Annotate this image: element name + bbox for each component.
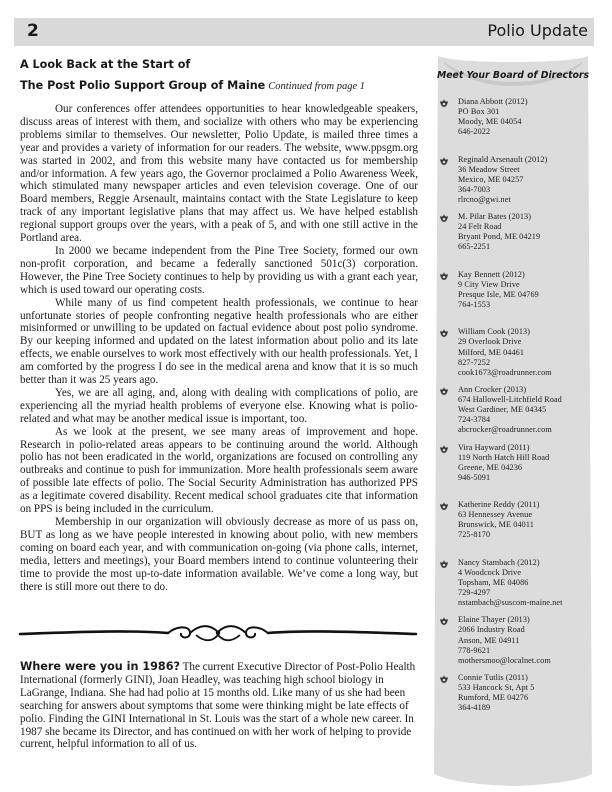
article-paragraph: Membership in our organization will obviously decrease as more of us pass on, BUT as long as we have people interested in knowing about polio, with new members coming on board each year, and with communication on-going (via phone calls, internet, media, letters and meetings), your Board members intend to continue volunteering their time to provide the most up-to-date information available. We’ve come a long way, but there is still more out there to do. [20, 516, 418, 593]
member-detail: 827-7252 [458, 357, 491, 367]
main-article [20, 54, 418, 593]
members-list [438, 97, 592, 731]
member-detail: cook1673@roadrunner.com [458, 367, 552, 377]
bullet-leaf-icon [439, 98, 449, 108]
member-detail: Rumford, ME 04276 [458, 693, 529, 703]
article-title-line2 [20, 75, 418, 97]
member-detail: 119 North Hatch Hill Road [458, 452, 550, 462]
member-detail: Greene, ME 04236 [458, 462, 523, 472]
page-number: 2 [27, 21, 39, 41]
board-member-entry [438, 327, 592, 385]
bullet-leaf-icon [439, 501, 449, 511]
member-detail: 764-1553 [458, 300, 491, 310]
member-name: Katherine Reddy (2011) [458, 500, 540, 510]
member-detail: abcrocker@roadrunner.com [458, 425, 552, 435]
bullet-leaf-icon [439, 444, 449, 454]
article-paragraph: In 2000 we became independent from the Pine Tree Society, formed our own non-profit corporation, and became a federally sanctioned 501c(3) corporation. However, the Pine Tree Society continues to help by providing us with a grant each year, which is used toward our operating costs. [20, 244, 418, 296]
member-detail: Milford, ME 04461 [458, 347, 525, 357]
member-detail: 364-7003 [458, 184, 491, 194]
board-member-entry [438, 270, 592, 328]
board-member-entry [438, 558, 592, 616]
member-detail: 36 Meadow Street [458, 164, 520, 174]
page-header [14, 18, 594, 46]
member-detail: 2066 Industry Road [458, 625, 525, 635]
member-name: Diana Abbott (2012) [458, 97, 528, 106]
member-detail: 729-4297 [458, 588, 491, 598]
bullet-leaf-icon [439, 328, 449, 338]
member-name: Reginald Arsenault (2012) [458, 154, 548, 164]
member-detail: 674 Hallowell-Litchfield Road [458, 395, 562, 405]
continued-note: Continued from page 1 [268, 81, 365, 92]
member-detail: nstambach@suscom-maine.net [458, 598, 563, 608]
member-detail: 29 Overlook Drive [458, 337, 522, 347]
member-detail: 725-8170 [458, 530, 491, 540]
member-detail: Presque Isle, ME 04769 [458, 289, 539, 299]
bullet-leaf-icon [439, 271, 449, 281]
board-member-entry [438, 155, 592, 213]
member-detail: 9 City View Drive [458, 279, 520, 289]
article-paragraph: Our conferences offer attendees opportunities to hear knowledgeable speakers, discuss areas of interest with them, and socialize with others who may be experiencing problems similar to themselves. Our newsletter, Polio Update, is mailed three times a year and provides a variety of information for our readers. The website, www.ppsgm.org was started in 2002, and from this website many have contacted us for membership and/or information. A few years ago, the Governor proclaimed a Polio Awareness Week, which stimulated many newspaper articles and even television coverage. One of our Board members, Reggie Arsenault, maintains contact with the State Legislature to keep track of any important legislative plans that may affect us. We have helped establish regional support groups over the years, with a peak of 5, and with one still active in the Portland area. [20, 103, 418, 245]
board-member-entry [438, 500, 592, 558]
where-heading: Where were you in 1986? [20, 660, 180, 673]
bullet-leaf-icon [439, 156, 449, 166]
member-name: Elaine Thayer (2013) [458, 615, 530, 625]
member-detail: Anson, ME 04911 [458, 635, 520, 645]
member-detail: 63 Hennessey Avenue [458, 510, 533, 520]
board-of-directors-sidebar [432, 56, 594, 788]
bullet-leaf-icon [439, 674, 449, 684]
member-detail: rlrcno@gwi.net [458, 194, 511, 204]
member-detail: mothersmoo@localnet.com [458, 655, 551, 665]
member-detail: PO Box 301 [458, 107, 500, 117]
publication-title: Polio Update [487, 21, 588, 40]
member-detail: 778-9621 [458, 645, 491, 655]
member-detail: 533 Hancock St, Apt 5 [458, 683, 535, 693]
board-member-entry [438, 615, 592, 673]
scroll-ornament-divider [18, 622, 418, 644]
member-name: Connie Tutlis (2011) [458, 672, 528, 682]
member-detail: Mexico, ME 04257 [458, 174, 524, 184]
member-name: William Cook (2013) [458, 327, 531, 337]
member-name: Ann Crocker (2013) [458, 384, 527, 394]
board-member-entry [438, 443, 592, 501]
member-detail: 946-5091 [458, 472, 491, 482]
member-name: Kay Bennett (2012) [458, 269, 525, 279]
member-detail: West Gardiner, ME 04345 [458, 405, 547, 415]
board-member-entry [438, 97, 592, 155]
where-text: The current Executive Director of Post-Polio Health International (formerly GINI), Joan Headley, was teaching high school biology in LaGrange, Indiana. She had had polio at 15 months old. Like many of us she had been searching for answers about symptoms that some were thinking might be late effects of polio. Finding the GINI International in St. Louis was the start of a whole new career. In 1987 she became its Director, and has continued on with her work of helping to provide current, helpful information to all of us. [20, 661, 416, 751]
article-paragraph: As we look at the present, we see many areas of improvement and hope. Research in polio-related areas appears to be continuing around the world. Although polio has not been eradicated in the world, organizations are focused on controlling any outbreaks and continue to push for immunization. More health professionals seem aware of possible late effects of polio. The Social Security Administration has authorized PPS as a legitimate covered disability. Recent medical school graduates cite that information on PPS is being included in the curriculum. [20, 425, 418, 516]
member-name: Nancy Stambach (2012) [458, 557, 540, 567]
member-detail: 364-4189 [458, 703, 491, 713]
member-detail: 24 Felt Road [458, 222, 502, 232]
board-member-entry [438, 212, 592, 270]
member-detail: Topsham, ME 04086 [458, 577, 529, 587]
member-name: M. Pilar Bates (2013) [458, 212, 532, 222]
article-paragraph: While many of us find competent health professionals, we continue to hear unfortunate stories of people confronting negative health professionals who are either misinformed or unwilling to be updated on factual evidence about post polio syndrome. By our keeping informed and updated on the latest information about polio and its late effects, we enable ourselves to work most effectively with our health professionals. Yet, I am comforted by the progress I do see in the medical arena and know that it is so much better than it was 25 years ago. [20, 296, 418, 387]
member-name: Vira Hayward (2011) [458, 442, 530, 452]
article-paragraph: Yes, we are all aging, and, along with dealing with complications of polio, are experiencing all the myriad health problems of everyone else. Knowing what is polio-related and what may be another medical issue is important, too. [20, 386, 418, 425]
bullet-leaf-icon [439, 559, 449, 569]
bullet-leaf-icon [439, 616, 449, 626]
board-member-entry [438, 385, 592, 443]
member-detail: 665-2251 [458, 242, 491, 252]
member-detail: 724-3784 [458, 415, 491, 425]
where-were-you-section [20, 661, 420, 751]
bullet-leaf-icon [439, 386, 449, 396]
member-detail: 4 Woodcock Drive [458, 567, 522, 577]
article-title-line1: A Look Back at the Start of [20, 58, 191, 71]
bullet-leaf-icon [439, 213, 449, 223]
sidebar-title: Meet Your Board of Directors [436, 70, 590, 81]
board-member-entry [438, 673, 592, 731]
member-detail: Brunswick, ME 04011 [458, 520, 534, 530]
article-body [20, 103, 418, 593]
article-title-text: The Post Polio Support Group of Maine [20, 79, 266, 92]
member-detail: 646-2022 [458, 127, 491, 137]
member-detail: Moody, ME 04054 [458, 117, 522, 127]
member-detail: Bryant Pond, ME 04219 [458, 232, 541, 242]
